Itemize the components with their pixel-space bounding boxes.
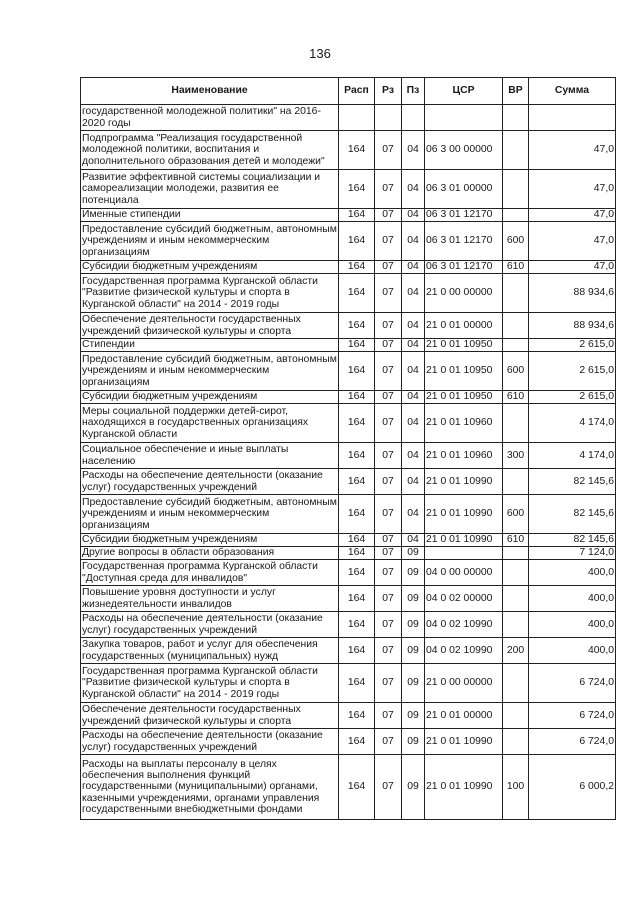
cell-name: Социальное обеспечение и иные выплаты населению [81, 443, 339, 469]
cell-csr: 21 0 01 10990 [425, 729, 503, 755]
cell-vr [503, 404, 529, 443]
table-row [81, 443, 616, 469]
header-vr: ВР [503, 78, 529, 105]
cell-pz: 04 [402, 443, 425, 469]
cell-rasp: 164 [339, 170, 375, 209]
cell-name: Субсидии бюджетным учреждениям [81, 534, 339, 547]
cell-vr [503, 170, 529, 209]
header-rz: Рз [375, 78, 402, 105]
cell-name: Предоставление субсидий бюджетным, автономным учреждениям и иным некоммерческим организациям [81, 222, 339, 261]
table-row [81, 339, 616, 352]
cell-rz: 07 [375, 469, 402, 495]
cell-rasp: 164 [339, 274, 375, 313]
cell-sum: 2 615,0 [529, 339, 616, 352]
table-row [81, 391, 616, 404]
cell-vr: 610 [503, 534, 529, 547]
table-row [81, 209, 616, 222]
cell-rasp: 164 [339, 664, 375, 703]
cell-name: Расходы на обеспечение деятельности (оказание услуг) государственных учреждений [81, 469, 339, 495]
cell-pz: 09 [402, 586, 425, 612]
cell-pz: 09 [402, 664, 425, 703]
cell-vr [503, 313, 529, 339]
cell-rasp: 164 [339, 261, 375, 274]
cell-sum: 7 124,0 [529, 547, 616, 560]
cell-csr: 21 0 01 10960 [425, 443, 503, 469]
cell-sum: 400,0 [529, 560, 616, 586]
cell-rz: 07 [375, 495, 402, 534]
table-row [81, 469, 616, 495]
cell-pz: 09 [402, 755, 425, 820]
table-row [81, 755, 616, 820]
cell-pz: 09 [402, 560, 425, 586]
cell-sum: 4 174,0 [529, 404, 616, 443]
cell-name: Государственная программа Курганской области "Доступная среда для инвалидов" [81, 560, 339, 586]
cell-pz: 09 [402, 547, 425, 560]
cell-csr: 04 0 02 10990 [425, 638, 503, 664]
cell-rz: 07 [375, 664, 402, 703]
cell-vr: 600 [503, 495, 529, 534]
cell-sum: 47,0 [529, 222, 616, 261]
table-row [81, 131, 616, 170]
cell-pz: 04 [402, 170, 425, 209]
header-rasp: Расп [339, 78, 375, 105]
table-row [81, 729, 616, 755]
cell-name: Расходы на выплаты персоналу в целях обеспечения выполнения функций государственными (муниципальными) органами, казенными учреждениями, органами управления государственными внебюджетными фондами [81, 755, 339, 820]
cell-csr: 06 3 01 12170 [425, 209, 503, 222]
page-number: 136 [309, 46, 331, 61]
table-row [81, 352, 616, 391]
cell-csr: 04 0 00 00000 [425, 560, 503, 586]
cell-name: Предоставление субсидий бюджетным, автономным учреждениям и иным некоммерческим организациям [81, 495, 339, 534]
table-row [81, 313, 616, 339]
cell-rz: 07 [375, 274, 402, 313]
header-sum: Сумма [529, 78, 616, 105]
table-row [81, 703, 616, 729]
cell-vr [503, 131, 529, 170]
table-header-row [81, 78, 616, 105]
cell-vr [503, 612, 529, 638]
cell-rz: 07 [375, 755, 402, 820]
cell-csr: 21 0 01 00000 [425, 313, 503, 339]
cell-csr: 21 0 01 00000 [425, 703, 503, 729]
cell-rasp: 164 [339, 209, 375, 222]
cell-csr: 04 0 02 00000 [425, 586, 503, 612]
table-row [81, 534, 616, 547]
cell-pz: 09 [402, 638, 425, 664]
cell-csr: 06 3 01 00000 [425, 170, 503, 209]
cell-rz: 07 [375, 170, 402, 209]
cell-pz: 04 [402, 261, 425, 274]
cell-pz: 04 [402, 339, 425, 352]
cell-csr: 21 0 01 10950 [425, 339, 503, 352]
cell-rasp: 164 [339, 469, 375, 495]
cell-rasp: 164 [339, 729, 375, 755]
cell-rasp: 164 [339, 547, 375, 560]
cell-name: Именные стипендии [81, 209, 339, 222]
cell-rz: 07 [375, 534, 402, 547]
cell-vr [503, 729, 529, 755]
cell-rasp: 164 [339, 352, 375, 391]
cell-name: Субсидии бюджетным учреждениям [81, 391, 339, 404]
cell-csr: 21 0 01 10990 [425, 755, 503, 820]
cell-name: Меры социальной поддержки детей-сирот, находящихся в государственных организациях Курганской области [81, 404, 339, 443]
table-row [81, 495, 616, 534]
cell-vr [503, 339, 529, 352]
cell-csr: 06 3 00 00000 [425, 131, 503, 170]
cell-name: Обеспечение деятельности государственных учреждений физической культуры и спорта [81, 703, 339, 729]
cell-vr: 610 [503, 261, 529, 274]
cell-pz: 04 [402, 209, 425, 222]
cell-sum: 82 145,6 [529, 469, 616, 495]
cell-rasp: 164 [339, 586, 375, 612]
cell-vr: 600 [503, 352, 529, 391]
cell-csr: 21 0 01 10990 [425, 534, 503, 547]
cell-rz: 07 [375, 547, 402, 560]
table-body [81, 105, 616, 820]
cell-rz: 07 [375, 586, 402, 612]
cell-sum: 6 724,0 [529, 729, 616, 755]
cell-csr: 21 0 00 00000 [425, 664, 503, 703]
cell-rz: 07 [375, 560, 402, 586]
cell-sum [529, 105, 616, 131]
header-pz: Пз [402, 78, 425, 105]
cell-csr: 21 0 01 10990 [425, 495, 503, 534]
cell-rasp: 164 [339, 339, 375, 352]
cell-pz: 04 [402, 274, 425, 313]
cell-vr [503, 209, 529, 222]
cell-rz: 07 [375, 443, 402, 469]
cell-vr [503, 469, 529, 495]
table-row [81, 404, 616, 443]
cell-rz: 07 [375, 209, 402, 222]
cell-sum: 88 934,6 [529, 313, 616, 339]
cell-pz: 04 [402, 352, 425, 391]
cell-pz: 04 [402, 469, 425, 495]
cell-pz: 04 [402, 391, 425, 404]
cell-csr [425, 547, 503, 560]
cell-name: Государственная программа Курганской области "Развитие физической культуры и спорта в Курганской области" на 2014 - 2019 годы [81, 664, 339, 703]
cell-name: Расходы на обеспечение деятельности (оказание услуг) государственных учреждений [81, 729, 339, 755]
cell-sum: 47,0 [529, 131, 616, 170]
cell-sum: 47,0 [529, 261, 616, 274]
cell-sum: 6 000,2 [529, 755, 616, 820]
table-row [81, 664, 616, 703]
cell-pz: 09 [402, 729, 425, 755]
cell-rz: 07 [375, 131, 402, 170]
cell-pz: 04 [402, 222, 425, 261]
table-row [81, 222, 616, 261]
table-row [81, 170, 616, 209]
cell-rz: 07 [375, 404, 402, 443]
cell-vr [503, 703, 529, 729]
cell-rasp: 164 [339, 443, 375, 469]
table-row [81, 560, 616, 586]
cell-rz: 07 [375, 352, 402, 391]
cell-rasp: 164 [339, 534, 375, 547]
cell-rz: 07 [375, 612, 402, 638]
cell-name: Повышение уровня доступности и услуг жизнедеятельности инвалидов [81, 586, 339, 612]
cell-csr [425, 105, 503, 131]
cell-rz: 07 [375, 391, 402, 404]
cell-csr: 04 0 02 10990 [425, 612, 503, 638]
cell-rasp: 164 [339, 755, 375, 820]
cell-vr: 600 [503, 222, 529, 261]
cell-pz [402, 105, 425, 131]
cell-vr [503, 274, 529, 313]
cell-sum: 4 174,0 [529, 443, 616, 469]
cell-rz: 07 [375, 261, 402, 274]
cell-vr: 610 [503, 391, 529, 404]
cell-rasp: 164 [339, 404, 375, 443]
cell-name: Обеспечение деятельности государственных учреждений физической культуры и спорта [81, 313, 339, 339]
table-row [81, 105, 616, 131]
cell-csr: 21 0 01 10990 [425, 469, 503, 495]
cell-sum: 400,0 [529, 586, 616, 612]
cell-rz: 07 [375, 638, 402, 664]
cell-name: Другие вопросы в области образования [81, 547, 339, 560]
cell-rasp: 164 [339, 131, 375, 170]
cell-rasp [339, 105, 375, 131]
cell-rz: 07 [375, 339, 402, 352]
cell-name: Субсидии бюджетным учреждениям [81, 261, 339, 274]
cell-rasp: 164 [339, 313, 375, 339]
cell-rasp: 164 [339, 222, 375, 261]
cell-name: государственной молодежной политики" на 2016-2020 годы [81, 105, 339, 131]
cell-vr: 100 [503, 755, 529, 820]
cell-sum: 400,0 [529, 638, 616, 664]
cell-name: Подпрограмма "Реализация государственной молодежной политики, воспитания и дополнительного образования детей и молодежи" [81, 131, 339, 170]
cell-pz: 09 [402, 612, 425, 638]
cell-rasp: 164 [339, 391, 375, 404]
cell-name: Развитие эффективной системы социализации и самореализации молодежи, развития ее потенциала [81, 170, 339, 209]
cell-pz: 04 [402, 495, 425, 534]
cell-vr [503, 664, 529, 703]
cell-rz: 07 [375, 313, 402, 339]
cell-rasp: 164 [339, 703, 375, 729]
cell-vr [503, 560, 529, 586]
cell-name: Государственная программа Курганской области "Развитие физической культуры и спорта в Курганской области" на 2014 - 2019 годы [81, 274, 339, 313]
cell-sum: 6 724,0 [529, 664, 616, 703]
cell-csr: 21 0 01 10950 [425, 352, 503, 391]
table-row [81, 586, 616, 612]
table-row [81, 638, 616, 664]
cell-pz: 04 [402, 131, 425, 170]
cell-name: Расходы на обеспечение деятельности (оказание услуг) государственных учреждений [81, 612, 339, 638]
header-name: Наименование [81, 78, 339, 105]
cell-sum: 2 615,0 [529, 391, 616, 404]
cell-pz: 09 [402, 703, 425, 729]
cell-pz: 04 [402, 534, 425, 547]
cell-vr: 200 [503, 638, 529, 664]
cell-name: Закупка товаров, работ и услуг для обеспечения государственных (муниципальных) нужд [81, 638, 339, 664]
cell-csr: 06 3 01 12170 [425, 222, 503, 261]
cell-csr: 21 0 00 00000 [425, 274, 503, 313]
cell-vr [503, 547, 529, 560]
cell-sum: 400,0 [529, 612, 616, 638]
cell-rz [375, 105, 402, 131]
cell-name: Стипендии [81, 339, 339, 352]
cell-vr: 300 [503, 443, 529, 469]
cell-csr: 21 0 01 10950 [425, 391, 503, 404]
cell-sum: 6 724,0 [529, 703, 616, 729]
cell-csr: 06 3 01 12170 [425, 261, 503, 274]
table-row [81, 612, 616, 638]
table-row [81, 261, 616, 274]
cell-rasp: 164 [339, 638, 375, 664]
budget-table [80, 77, 616, 820]
cell-vr [503, 586, 529, 612]
cell-sum: 2 615,0 [529, 352, 616, 391]
cell-pz: 04 [402, 313, 425, 339]
cell-sum: 47,0 [529, 170, 616, 209]
cell-rz: 07 [375, 222, 402, 261]
cell-rasp: 164 [339, 560, 375, 586]
table-row [81, 274, 616, 313]
cell-vr [503, 105, 529, 131]
cell-sum: 88 934,6 [529, 274, 616, 313]
cell-sum: 47,0 [529, 209, 616, 222]
cell-rasp: 164 [339, 495, 375, 534]
cell-name: Предоставление субсидий бюджетным, автономным учреждениям и иным некоммерческим организациям [81, 352, 339, 391]
cell-sum: 82 145,6 [529, 495, 616, 534]
cell-csr: 21 0 01 10960 [425, 404, 503, 443]
cell-rasp: 164 [339, 612, 375, 638]
cell-rz: 07 [375, 729, 402, 755]
cell-rz: 07 [375, 703, 402, 729]
header-csr: ЦСР [425, 78, 503, 105]
cell-pz: 04 [402, 404, 425, 443]
table-row [81, 547, 616, 560]
cell-sum: 82 145,6 [529, 534, 616, 547]
